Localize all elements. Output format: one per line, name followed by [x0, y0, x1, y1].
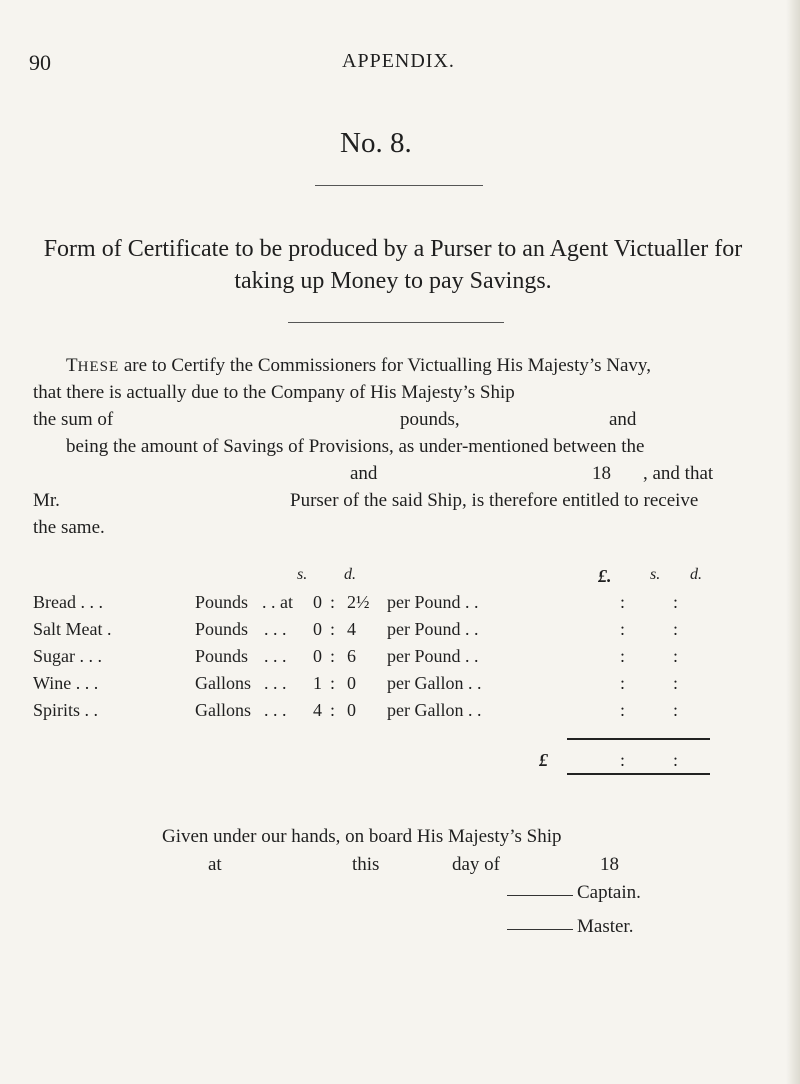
closing-at: at — [208, 854, 222, 875]
row-leader: . . at — [262, 592, 293, 612]
captain-label: Captain. — [577, 882, 641, 903]
total-rule-top — [567, 738, 710, 740]
page-edge-shadow — [786, 0, 800, 1084]
row-col-s: : — [620, 592, 626, 612]
row-shillings: 0 — [313, 646, 322, 666]
body-line-7: the same. — [33, 517, 105, 538]
col-header-d2: d. — [690, 566, 702, 583]
row-item: Wine . . . — [33, 673, 99, 693]
divider-rule-top — [315, 185, 483, 186]
col-header-s: s. — [297, 566, 308, 583]
master-label: Master. — [577, 916, 634, 937]
page-number: 90 — [29, 50, 51, 75]
running-header: APPENDIX. — [342, 50, 455, 72]
row-col-s: : — [620, 673, 626, 693]
row-col-s: : — [620, 646, 626, 666]
body-line-1-text: are to Certify the Commissioners for Victualling His Majesty’s Navy, — [123, 355, 651, 376]
row-pence: 6 — [347, 646, 356, 666]
row-leader: . . . — [264, 700, 287, 720]
row-unit: Pounds — [195, 592, 249, 612]
col-header-d: d. — [344, 566, 356, 583]
body-line-1 — [66, 355, 651, 377]
closing-day-of: day of — [452, 854, 501, 875]
row-rate: per Pound . . — [387, 592, 479, 612]
row-item: Salt Meat . — [33, 619, 112, 639]
captain-signature-line — [507, 895, 573, 896]
body-line-4: being the amount of Savings of Provisions, as under-mentioned between the — [66, 436, 645, 457]
row-pence: 0 — [347, 700, 356, 720]
row-sep: : — [330, 619, 336, 639]
body-line-6b: Purser of the said Ship, is therefore entitled to receive — [290, 490, 699, 511]
row-col-d: : — [673, 619, 679, 639]
document-number: No. 8. — [340, 127, 412, 159]
row-sep: : — [330, 646, 336, 666]
form-title: Form of Certificate to be produced by a Purser to an Agent Victualler for taking up Money to pay Savings. — [43, 236, 743, 294]
total-col-d: : — [673, 750, 679, 770]
row-item: Spirits . . — [33, 700, 99, 720]
row-pence: 4 — [347, 619, 356, 639]
row-col-d: : — [673, 646, 679, 666]
total-rule-bottom — [567, 773, 710, 775]
row-item: Bread . . . — [33, 592, 103, 612]
row-shillings: 0 — [313, 592, 322, 612]
row-rate: per Gallon . . — [387, 673, 482, 693]
row-shillings: 4 — [313, 700, 322, 720]
row-rate: per Pound . . — [387, 646, 479, 666]
row-rate: per Gallon . . — [387, 700, 482, 720]
body-line-5c: , and that — [643, 463, 714, 484]
body-line-5a: and — [350, 463, 378, 484]
row-unit: Pounds — [195, 646, 249, 666]
closing-this: this — [352, 854, 380, 875]
row-col-s: : — [620, 619, 626, 639]
row-pence: 0 — [347, 673, 356, 693]
body-line-5b: 18 — [592, 463, 611, 484]
lead-smallcaps: HESE — [77, 359, 120, 375]
body-line-6a: Mr. — [33, 490, 60, 511]
row-sep: : — [330, 673, 336, 693]
row-leader: . . . — [264, 619, 287, 639]
row-shillings: 1 — [313, 673, 322, 693]
row-col-d: : — [673, 700, 679, 720]
body-line-3b: pounds, — [400, 409, 460, 430]
divider-rule-middle — [288, 322, 504, 323]
row-shillings: 0 — [313, 619, 322, 639]
row-col-d: : — [673, 673, 679, 693]
body-line-2: that there is actually due to the Company of His Majesty’s Ship — [33, 382, 515, 403]
row-leader: . . . — [264, 646, 287, 666]
row-rate: per Pound . . — [387, 619, 479, 639]
row-col-d: : — [673, 592, 679, 612]
row-unit: Gallons — [195, 673, 251, 693]
body-line-3a: the sum of — [33, 409, 114, 430]
row-leader: . . . — [264, 673, 287, 693]
lead-initial: T — [66, 355, 78, 376]
row-sep: : — [330, 592, 336, 612]
row-unit: Gallons — [195, 700, 251, 720]
row-sep: : — [330, 700, 336, 720]
closing-year: 18 — [600, 854, 619, 875]
closing-line-1: Given under our hands, on board His Majesty’s Ship — [162, 826, 562, 847]
row-item: Sugar . . . — [33, 646, 102, 666]
row-col-s: : — [620, 700, 626, 720]
row-unit: Pounds — [195, 619, 249, 639]
total-pound-symbol: £ — [539, 750, 548, 770]
col-header-s2: s. — [650, 566, 661, 583]
body-line-3c: and — [609, 409, 637, 430]
master-signature-line — [507, 929, 573, 930]
total-col-s: : — [620, 750, 626, 770]
col-header-pound: £. — [598, 566, 612, 586]
row-pence: 2½ — [347, 592, 370, 612]
